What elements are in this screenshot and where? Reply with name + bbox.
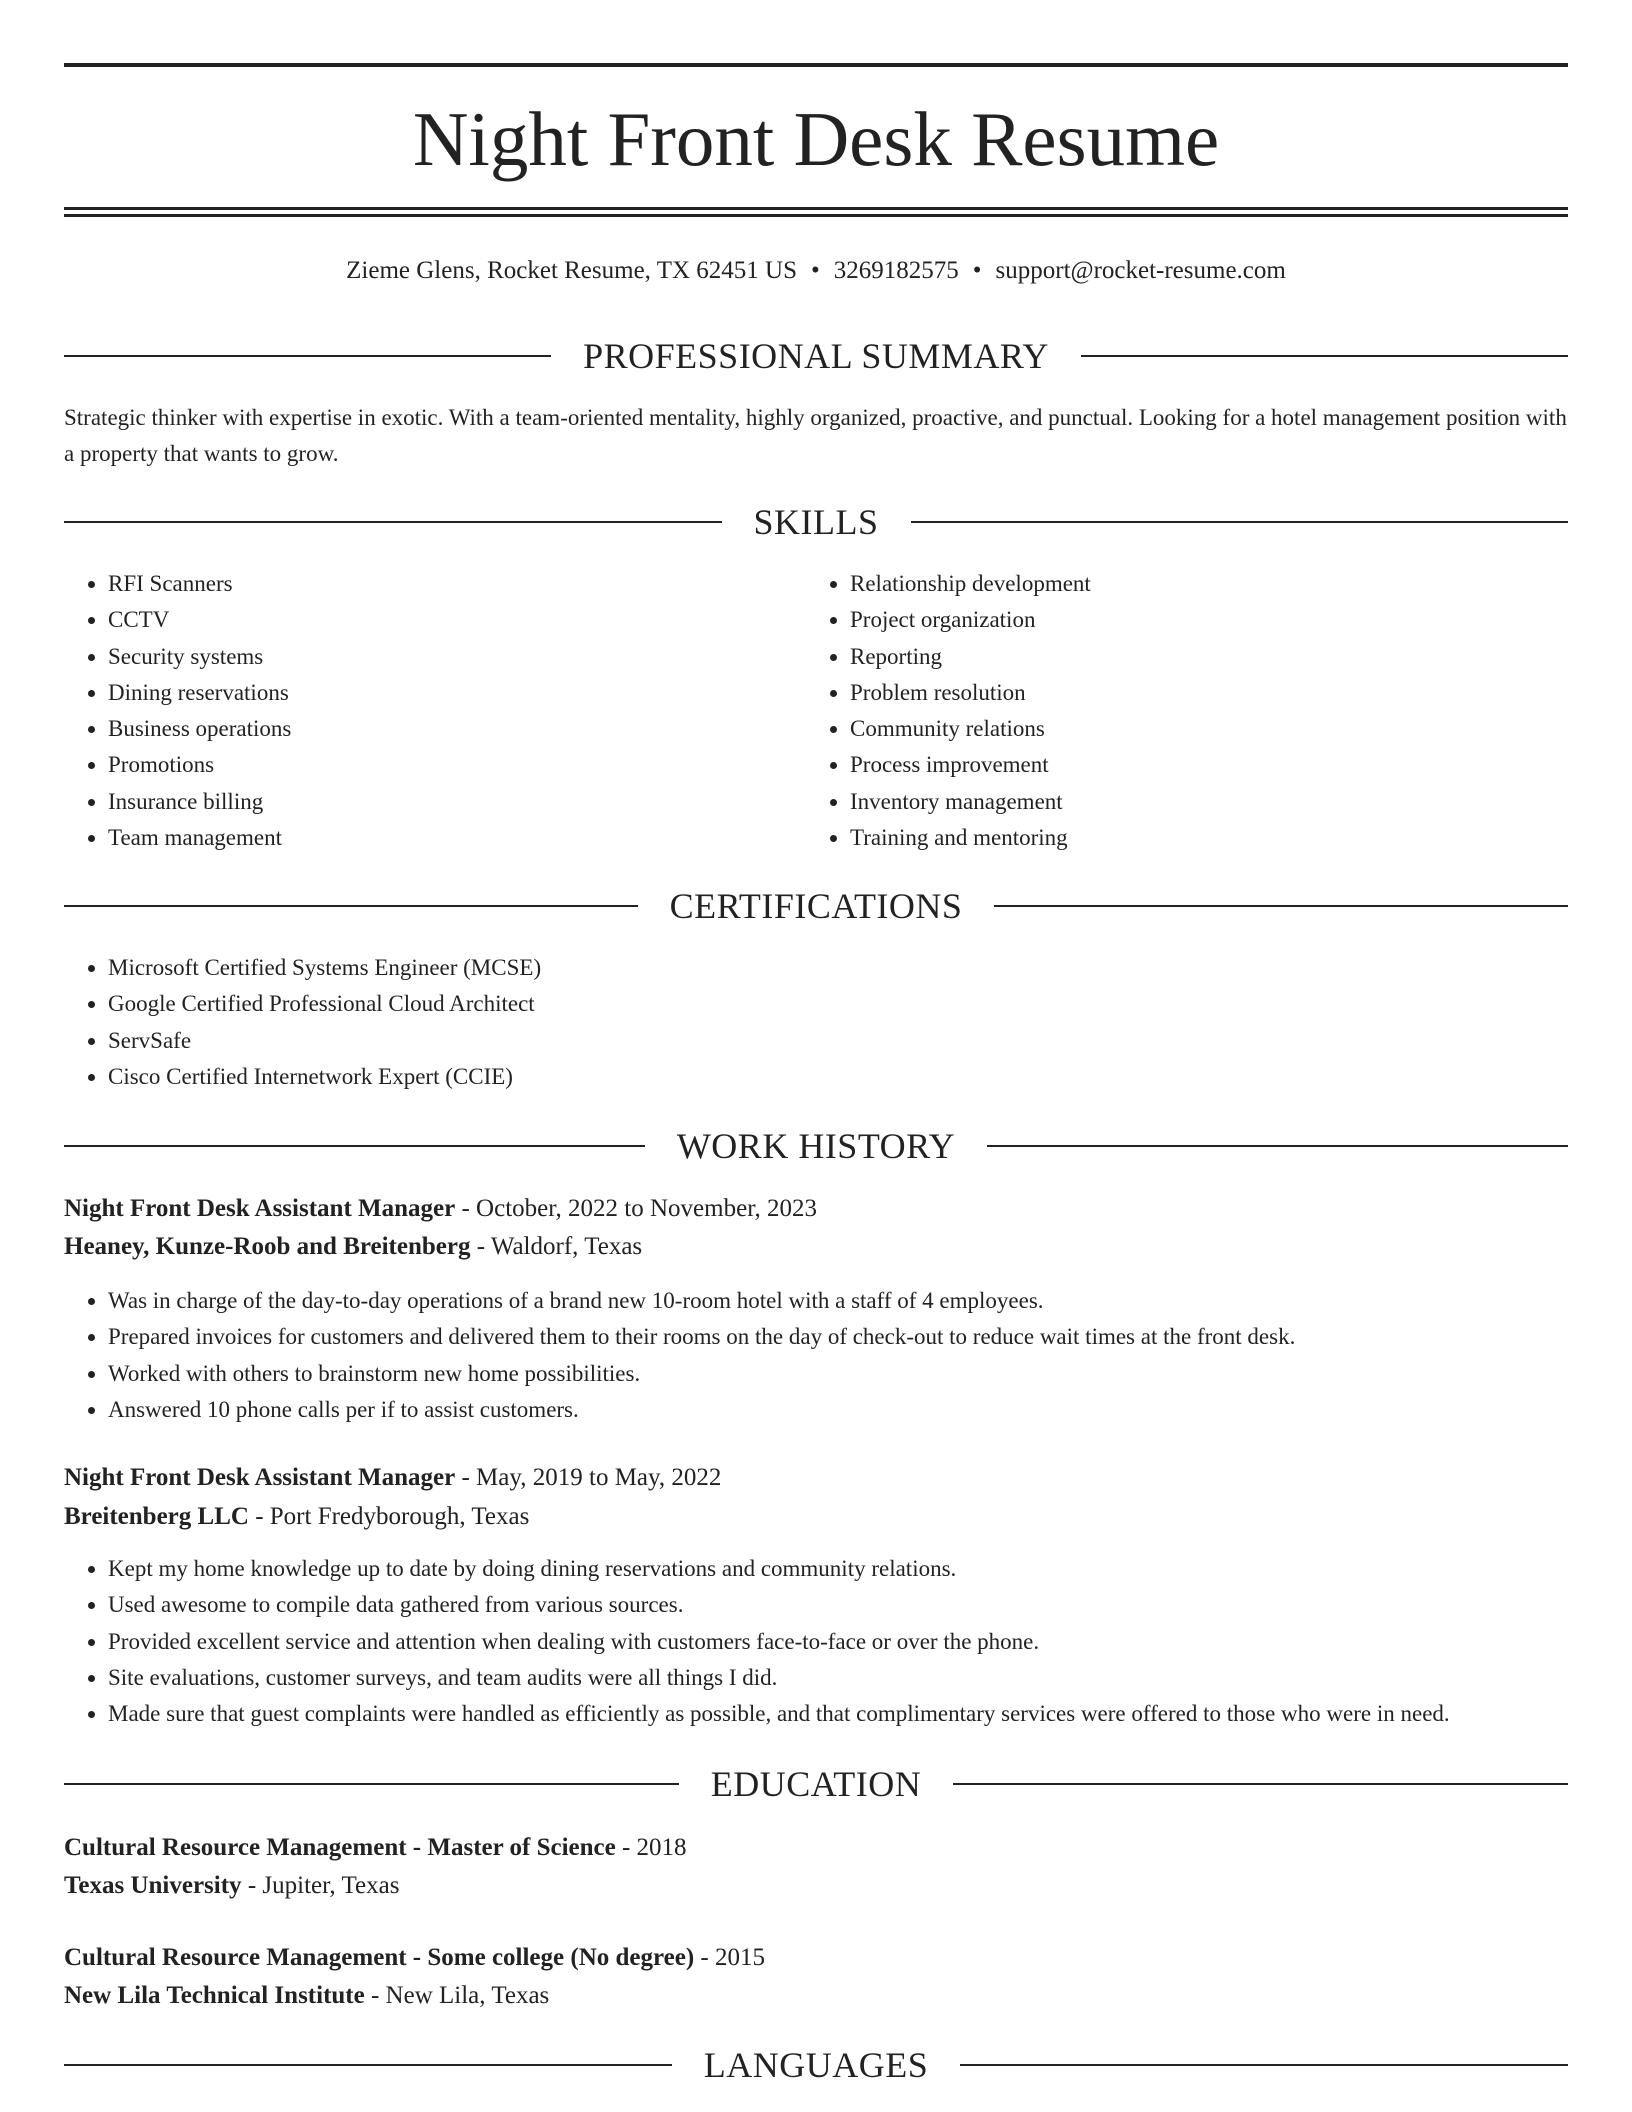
list-item: • Kept my home knowledge up to date by doing dining reservations and community relations. bbox=[108, 1551, 1450, 1587]
job-location: - Waldorf, Texas bbox=[470, 1233, 643, 1260]
job-dates: - May, 2019 to May, 2022 bbox=[455, 1464, 722, 1491]
list-item: • Reporting bbox=[850, 639, 1091, 675]
list-item: • Team management bbox=[108, 820, 291, 856]
section-heading-label: PROFESSIONAL SUMMARY bbox=[583, 336, 1049, 376]
job-location: - Port Fredyborough, Texas bbox=[248, 1503, 530, 1530]
resume-title: Night Front Desk Resume bbox=[412, 96, 1220, 182]
list-item: • Insurance billing bbox=[108, 784, 291, 820]
list-item: • Cisco Certified Internetwork Expert (CCIE) bbox=[108, 1059, 541, 1095]
section-heading-education bbox=[64, 1762, 1568, 1806]
list-item: • ServSafe bbox=[108, 1023, 541, 1059]
list-item: • Training and mentoring bbox=[850, 820, 1091, 856]
list-item: • Relationship development bbox=[850, 566, 1091, 602]
section-heading-skills bbox=[64, 500, 1568, 544]
heading-rule bbox=[64, 355, 551, 357]
contact-line bbox=[64, 254, 1568, 288]
list-item: • Promotions bbox=[108, 747, 291, 783]
contact-address: Zieme Glens, Rocket Resume, TX 62451 US bbox=[346, 257, 798, 284]
education-school-line bbox=[64, 1977, 1568, 2015]
list-item: • Business operations bbox=[108, 711, 291, 747]
education-degree-line bbox=[64, 1939, 1568, 1977]
list-item: • Google Certified Professional Cloud Architect bbox=[108, 986, 541, 1022]
heading-rule bbox=[953, 1783, 1568, 1785]
contact-email: support@rocket-resume.com bbox=[995, 257, 1286, 284]
list-item: • Answered 10 phone calls per if to assist customers. bbox=[108, 1392, 1295, 1428]
heading-rule bbox=[64, 2064, 672, 2066]
job-bullets bbox=[64, 1283, 1295, 1428]
list-item: • Security systems bbox=[108, 639, 291, 675]
list-item: • Inventory management bbox=[850, 784, 1091, 820]
list-item: • CCTV bbox=[108, 602, 291, 638]
section-heading-label: WORK HISTORY bbox=[676, 1126, 956, 1166]
heading-rule bbox=[64, 905, 638, 907]
section-heading-work-history bbox=[64, 1124, 1568, 1168]
list-item: • Community relations bbox=[850, 711, 1091, 747]
list-item: • Microsoft Certified Systems Engineer (MCSE) bbox=[108, 950, 541, 986]
heading-rule bbox=[911, 521, 1569, 523]
certifications-list bbox=[64, 950, 541, 1095]
list-item: • Made sure that guest complaints were handled as efficiently as possible, and that complimentary services were offered to those who were in need. bbox=[108, 1696, 1450, 1732]
heading-rule bbox=[64, 521, 722, 523]
job-company-line bbox=[64, 1498, 1568, 1536]
heading-rule bbox=[64, 1145, 645, 1147]
list-item: • Worked with others to brainstorm new home possibilities. bbox=[108, 1356, 1295, 1392]
heading-rule bbox=[987, 1145, 1568, 1147]
contact-phone: 3269182575 bbox=[833, 257, 959, 284]
job-company-line bbox=[64, 1228, 1568, 1266]
list-item: • Site evaluations, customer surveys, and team audits were all things I did. bbox=[108, 1660, 1450, 1696]
heading-rule bbox=[1081, 355, 1568, 357]
education-year: - 2015 bbox=[694, 1944, 765, 1971]
section-heading-label: CERTIFICATIONS bbox=[669, 886, 963, 926]
education-degree: Cultural Resource Management - Some college (No degree) bbox=[64, 1944, 695, 1971]
contact-separator: • bbox=[811, 257, 820, 284]
education-degree: Cultural Resource Management - Master of Science bbox=[64, 1834, 616, 1861]
education-school-line bbox=[64, 1867, 1568, 1905]
skills-list-left bbox=[64, 566, 291, 856]
list-item: • Project organization bbox=[850, 602, 1091, 638]
list-item: • Process improvement bbox=[850, 747, 1091, 783]
job-title-line bbox=[64, 1459, 1568, 1497]
list-item: • Used awesome to compile data gathered from various sources. bbox=[108, 1587, 1450, 1623]
list-item: • Was in charge of the day-to-day operations of a brand new 10-room hotel with a staff of 4 employees. bbox=[108, 1283, 1295, 1319]
section-heading-languages bbox=[64, 2043, 1568, 2087]
job-company: Breitenberg LLC bbox=[64, 1503, 249, 1530]
job-company: Heaney, Kunze-Roob and Breitenberg bbox=[64, 1233, 471, 1260]
heading-rule bbox=[994, 905, 1568, 907]
section-heading-label: LANGUAGES bbox=[703, 2045, 929, 2085]
list-item: • Dining reservations bbox=[108, 675, 291, 711]
list-item: • Provided excellent service and attention when dealing with customers face-to-face or over the phone. bbox=[108, 1624, 1450, 1660]
title-top-rule bbox=[64, 63, 1568, 67]
skills-list-right bbox=[806, 566, 1091, 856]
list-item: • RFI Scanners bbox=[108, 566, 291, 602]
job-title: Night Front Desk Assistant Manager bbox=[64, 1464, 456, 1491]
contact-separator: • bbox=[972, 257, 982, 284]
education-year: - 2018 bbox=[615, 1834, 687, 1861]
job-dates: - October, 2022 to November, 2023 bbox=[455, 1195, 818, 1222]
title-bottom-double-rule bbox=[64, 207, 1568, 217]
job-bullets bbox=[64, 1551, 1450, 1732]
education-location: - New Lila, Texas bbox=[364, 1982, 550, 2009]
heading-rule bbox=[960, 2064, 1568, 2066]
education-school: New Lila Technical Institute bbox=[64, 1982, 365, 2009]
job-title: Night Front Desk Assistant Manager bbox=[64, 1195, 456, 1222]
list-item: • Prepared invoices for customers and delivered them to their rooms on the day of check-out to reduce wait times at the front desk. bbox=[108, 1319, 1295, 1355]
list-item: • Problem resolution bbox=[850, 675, 1091, 711]
summary-text: Strategic thinker with expertise in exotic. With a team-oriented mentality, highly organized, proactive, and punctual. Looking for a hotel management position with a property that wants to grow. bbox=[64, 405, 1567, 466]
section-heading-label: SKILLS bbox=[753, 502, 879, 542]
education-degree-line bbox=[64, 1829, 1568, 1867]
education-school: Texas University bbox=[64, 1872, 242, 1899]
education-location: - Jupiter, Texas bbox=[241, 1872, 400, 1899]
section-heading-label: EDUCATION bbox=[710, 1764, 922, 1804]
section-heading-summary bbox=[64, 334, 1568, 378]
job-title-line bbox=[64, 1190, 1568, 1228]
heading-rule bbox=[64, 1783, 679, 1785]
section-heading-certifications bbox=[64, 884, 1568, 928]
